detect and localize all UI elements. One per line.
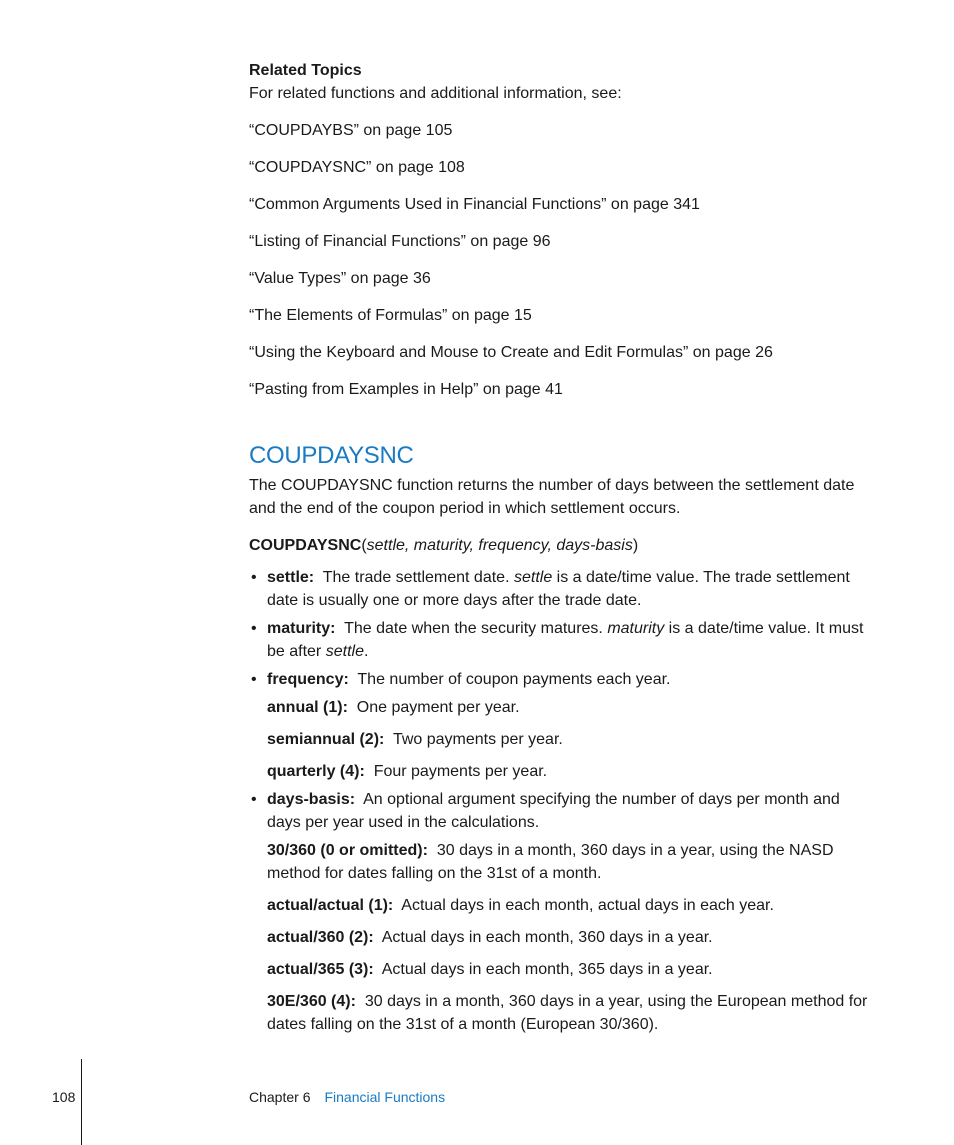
argument-emphasis: settle (513, 569, 553, 586)
option-term: semiannual (2): (267, 731, 385, 748)
related-link[interactable]: “COUPDAYBS” on page 105 (249, 122, 453, 139)
argument-settle (249, 566, 871, 612)
syntax-open-paren: ( (361, 537, 367, 554)
option-text: Actual days in each month, 360 days in a year. (381, 929, 713, 946)
option-text: One payment per year. (356, 699, 520, 716)
syntax-arguments: settle, maturity, frequency, days-basis (366, 537, 633, 554)
argument-text: is a date/time value. The trade settlement date is usually one or more days after the trade date. (267, 569, 850, 609)
syntax-function-name: COUPDAYSNC (249, 537, 362, 554)
argument-emphasis: settle (325, 643, 364, 660)
argument-maturity (249, 617, 871, 663)
frequency-option-quarterly (267, 760, 871, 783)
option-text: Actual days in each month, 365 days in a year. (381, 961, 713, 978)
argument-term: frequency: (267, 671, 349, 688)
option-term: actual/360 (2): (267, 929, 374, 946)
argument-text: The date when the security matures. (344, 620, 603, 637)
option-text: 30 days in a month, 360 days in a year, using the NASD method for dates falling on the 31st of a month. (267, 842, 834, 882)
option-term: actual/365 (3): (267, 961, 374, 978)
related-topics-intro: For related functions and additional information, see: (249, 85, 622, 102)
option-text: Four payments per year. (373, 763, 548, 780)
argument-text: The trade settlement date. (322, 569, 510, 586)
argument-term: days-basis: (267, 791, 356, 808)
bullet-icon: • (251, 791, 257, 808)
option-text: Two payments per year. (392, 731, 563, 748)
bullet-icon: • (251, 671, 257, 688)
page-number: 108 (52, 1089, 76, 1105)
option-term: quarterly (4): (267, 763, 365, 780)
argument-text: . (363, 643, 369, 660)
related-link[interactable]: “Common Arguments Used in Financial Functions” on page 341 (249, 196, 700, 213)
option-term: actual/actual (1): (267, 897, 394, 914)
option-term: annual (1): (267, 699, 348, 716)
related-link[interactable]: “COUPDAYSNC” on page 108 (249, 159, 465, 176)
option-text: Actual days in each month, actual days in each year. (401, 897, 774, 914)
days-basis-option-actual-actual (267, 894, 871, 917)
argument-text: is a date/time value. It must be after (267, 620, 864, 660)
chapter-name-link[interactable]: Financial Functions (324, 1089, 446, 1105)
related-topics-list (249, 120, 871, 401)
argument-emphasis: maturity (607, 620, 665, 637)
related-link[interactable]: “Using the Keyboard and Mouse to Create and Edit Formulas” on page 26 (249, 344, 773, 361)
argument-frequency (249, 668, 871, 783)
option-term: 30E/360 (4): (267, 993, 356, 1010)
related-link[interactable]: “Listing of Financial Functions” on page 96 (249, 233, 551, 250)
chapter-footer (249, 1087, 445, 1107)
syntax-close-paren: ) (632, 537, 639, 554)
argument-text: An optional argument specifying the number of days per month and days per year used in the calculations. (267, 791, 840, 831)
option-text: 30 days in a month, 360 days in a year, using the European method for dates falling on the 31st of a month (European 30/360). (267, 993, 868, 1033)
bullet-icon: • (251, 569, 257, 586)
footer-divider (81, 1059, 82, 1145)
arguments-list (249, 566, 871, 1036)
argument-text: The number of coupon payments each year. (357, 671, 671, 688)
option-term: 30/360 (0 or omitted): (267, 842, 428, 859)
related-topics-heading: Related Topics (249, 62, 362, 79)
function-heading: COUPDAYSNC (249, 442, 414, 469)
related-link[interactable]: “Value Types” on page 36 (249, 270, 431, 287)
days-basis-option-30e-360 (267, 990, 871, 1036)
frequency-option-semiannual (267, 728, 871, 751)
frequency-option-annual (267, 696, 871, 719)
argument-term: settle: (267, 569, 315, 586)
bullet-icon: • (251, 620, 257, 637)
days-basis-option-30-360 (267, 839, 871, 885)
argument-days-basis (249, 788, 871, 1036)
function-description: The COUPDAYSNC function returns the number of days between the settlement date and the end of the coupon period in which settlement occurs. (249, 477, 855, 517)
days-basis-option-actual-365 (267, 958, 871, 981)
related-link[interactable]: “The Elements of Formulas” on page 15 (249, 307, 532, 324)
page-content (249, 60, 871, 1041)
argument-term: maturity: (267, 620, 336, 637)
chapter-label: Chapter 6 (249, 1089, 311, 1105)
function-syntax (249, 535, 871, 557)
days-basis-option-actual-360 (267, 926, 871, 949)
related-link[interactable]: “Pasting from Examples in Help” on page 41 (249, 381, 563, 398)
